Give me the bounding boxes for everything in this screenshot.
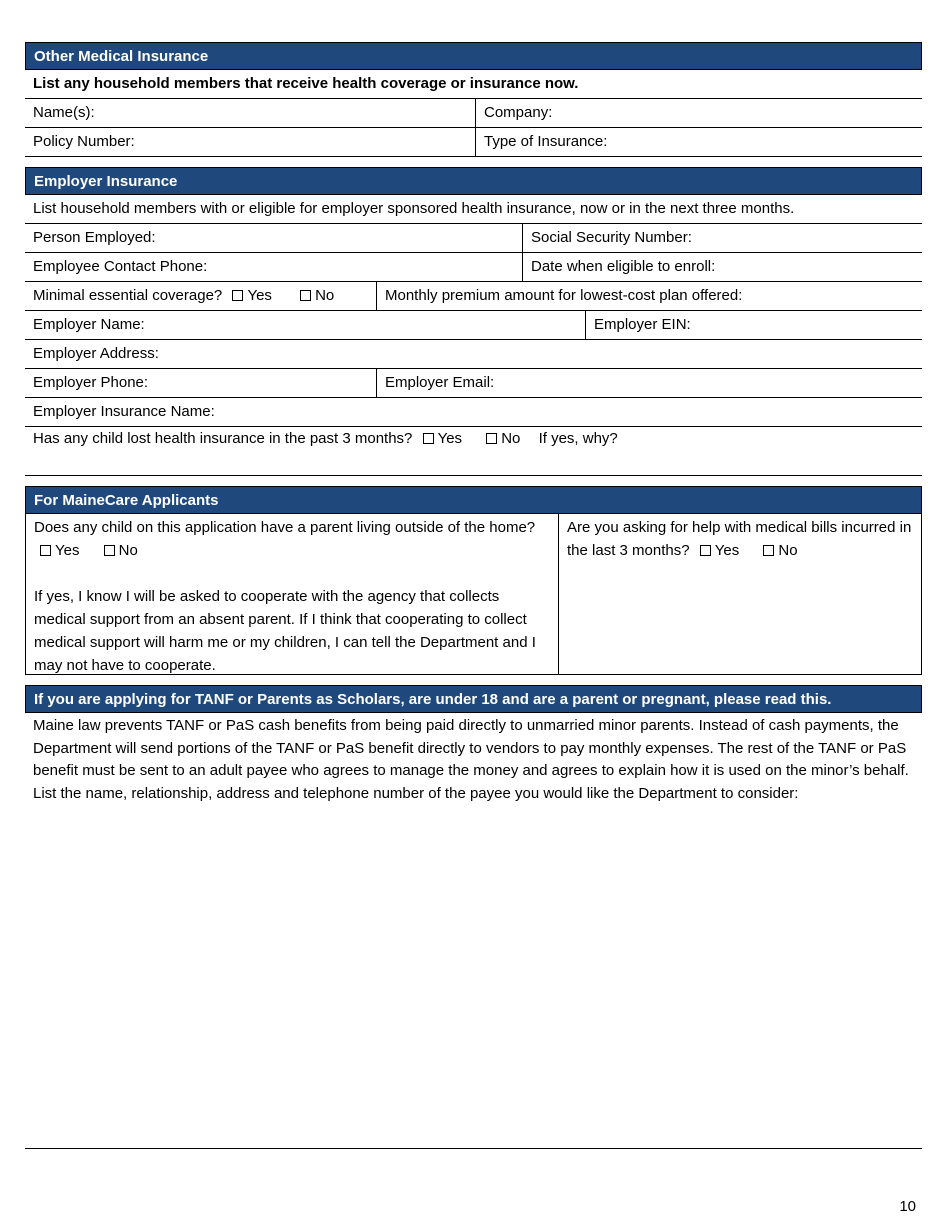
policy-number-label: Policy Number: — [33, 133, 135, 150]
form-page — [25, 42, 922, 1117]
employer-instruction-row — [25, 195, 922, 224]
employee-contact-phone-label: Employee Contact Phone: — [33, 258, 208, 275]
medical-bills-cell — [558, 514, 921, 674]
employer-phone-field[interactable] — [25, 369, 376, 397]
section-header-employer: Employer Insurance — [25, 167, 922, 195]
why-label: If yes, why? — [538, 430, 618, 447]
eligible-date-field[interactable] — [522, 253, 922, 281]
other-medical-instruction: List any household members that receive health coverage or insurance now. — [33, 75, 579, 92]
phone-eligible-row — [25, 253, 922, 282]
employer-instruction: List household members with or eligible for employer sponsored health insurance, now or in the next three months. — [33, 200, 795, 217]
min-coverage-yes-option[interactable] — [232, 282, 271, 310]
names-field[interactable] — [25, 99, 475, 127]
absent-parent-cell — [26, 514, 558, 674]
eligible-date-label: Date when eligible to enroll: — [531, 258, 716, 275]
min-coverage-no-option[interactable] — [300, 282, 334, 310]
section-header-tanf: If you are applying for TANF or Parents as Scholars, are under 18 and are a parent or pregnant, please read this. — [25, 685, 922, 713]
policy-number-field[interactable] — [25, 128, 475, 156]
insurance-type-label: Type of Insurance: — [484, 133, 608, 150]
checkbox-icon[interactable] — [423, 433, 434, 444]
insurance-type-field[interactable] — [475, 128, 922, 156]
person-employed-label: Person Employed: — [33, 229, 156, 246]
medical-bills-no-option[interactable] — [763, 539, 797, 562]
checkbox-icon[interactable] — [40, 545, 51, 556]
employer-email-label: Employer Email: — [385, 374, 495, 391]
section-header-other-medical: Other Medical Insurance — [25, 42, 922, 70]
checkbox-icon[interactable] — [232, 290, 243, 301]
child-lost-yes-option[interactable] — [423, 427, 462, 451]
no-label: No — [501, 430, 521, 447]
employer-insurance-name-row — [25, 398, 922, 427]
no-label: No — [118, 542, 138, 559]
employer-phone-label: Employer Phone: — [33, 374, 149, 391]
checkbox-icon[interactable] — [763, 545, 774, 556]
person-employed-field[interactable] — [25, 224, 522, 252]
person-ssn-row — [25, 224, 922, 253]
medical-bills-question: Are you asking for help with medical bills incurred in the last 3 months? — [567, 519, 912, 559]
employer-ein-field[interactable] — [585, 311, 922, 339]
medical-bills-yes-option[interactable] — [700, 539, 739, 562]
names-label: Name(s): — [33, 104, 95, 121]
premium-label: Monthly premium amount for lowest-cost plan offered: — [385, 287, 743, 304]
mainecare-row — [25, 514, 922, 675]
no-label: No — [315, 287, 335, 304]
tanf-body: Maine law prevents TANF or PaS cash benefits from being paid directly to unmarried minor parents. Instead of cash payments, the Department will send portions of the TANF or PaS benefit directly to vendors to pay monthly expenses. The rest of the TANF or PaS benefit must be sent to an adult payee who agrees to manage the money and agrees to explain how it is used on the minor’s behalf. List the name, relationship, address and telephone number of the payee you would like the Department to consider: — [33, 717, 909, 802]
employer-insurance-name-label: Employer Insurance Name: — [33, 403, 215, 420]
min-coverage-label: Minimal essential coverage? — [33, 287, 223, 304]
coverage-premium-row — [25, 282, 922, 311]
checkbox-icon[interactable] — [486, 433, 497, 444]
employer-name-label: Employer Name: — [33, 316, 145, 333]
child-lost-insurance-row — [25, 427, 922, 476]
yes-label: Yes — [714, 542, 740, 559]
employer-address-field[interactable] — [25, 340, 922, 368]
yes-label: Yes — [437, 430, 463, 447]
absent-parent-no-option[interactable] — [104, 539, 138, 562]
employer-insurance-name-field[interactable] — [25, 398, 922, 426]
premium-field[interactable] — [376, 282, 922, 310]
names-company-row — [25, 99, 922, 128]
ssn-field[interactable] — [522, 224, 922, 252]
yes-label: Yes — [247, 287, 272, 304]
other-medical-instruction-row — [25, 70, 922, 99]
employee-contact-phone-field[interactable] — [25, 253, 522, 281]
section-header-mainecare: For MaineCare Applicants — [25, 486, 922, 514]
absent-parent-question: Does any child on this application have a parent living outside of the home? — [34, 519, 536, 536]
employer-ein-label: Employer EIN: — [594, 316, 691, 333]
child-lost-insurance-cell — [25, 427, 922, 475]
checkbox-icon[interactable] — [700, 545, 711, 556]
employer-address-label: Employer Address: — [33, 345, 159, 362]
company-label: Company: — [484, 104, 553, 121]
ssn-label: Social Security Number: — [531, 229, 692, 246]
cooperate-text: If yes, I know I will be asked to cooperate with the agency that collects medical support from an absent parent. If I think that cooperating to collect medical support will harm me or my children, I can tell the Department and I may not have to cooperate. — [34, 588, 536, 674]
employer-address-row — [25, 340, 922, 369]
checkbox-icon[interactable] — [104, 545, 115, 556]
footer-divider — [25, 1148, 922, 1149]
payee-answer-area[interactable] — [25, 807, 922, 1117]
policy-type-row — [25, 128, 922, 157]
child-lost-no-option[interactable] — [486, 427, 520, 451]
no-label: No — [778, 542, 798, 559]
employer-name-ein-row — [25, 311, 922, 340]
company-field[interactable] — [475, 99, 922, 127]
absent-parent-yes-option[interactable] — [40, 539, 79, 562]
page-number: 10 — [899, 1198, 916, 1215]
checkbox-icon[interactable] — [300, 290, 311, 301]
child-lost-label: Has any child lost health insurance in the past 3 months? — [33, 430, 413, 447]
yes-label: Yes — [55, 542, 80, 559]
employer-name-field[interactable] — [25, 311, 585, 339]
min-coverage-cell — [25, 282, 376, 310]
employer-phone-email-row — [25, 369, 922, 398]
employer-email-field[interactable] — [376, 369, 922, 397]
